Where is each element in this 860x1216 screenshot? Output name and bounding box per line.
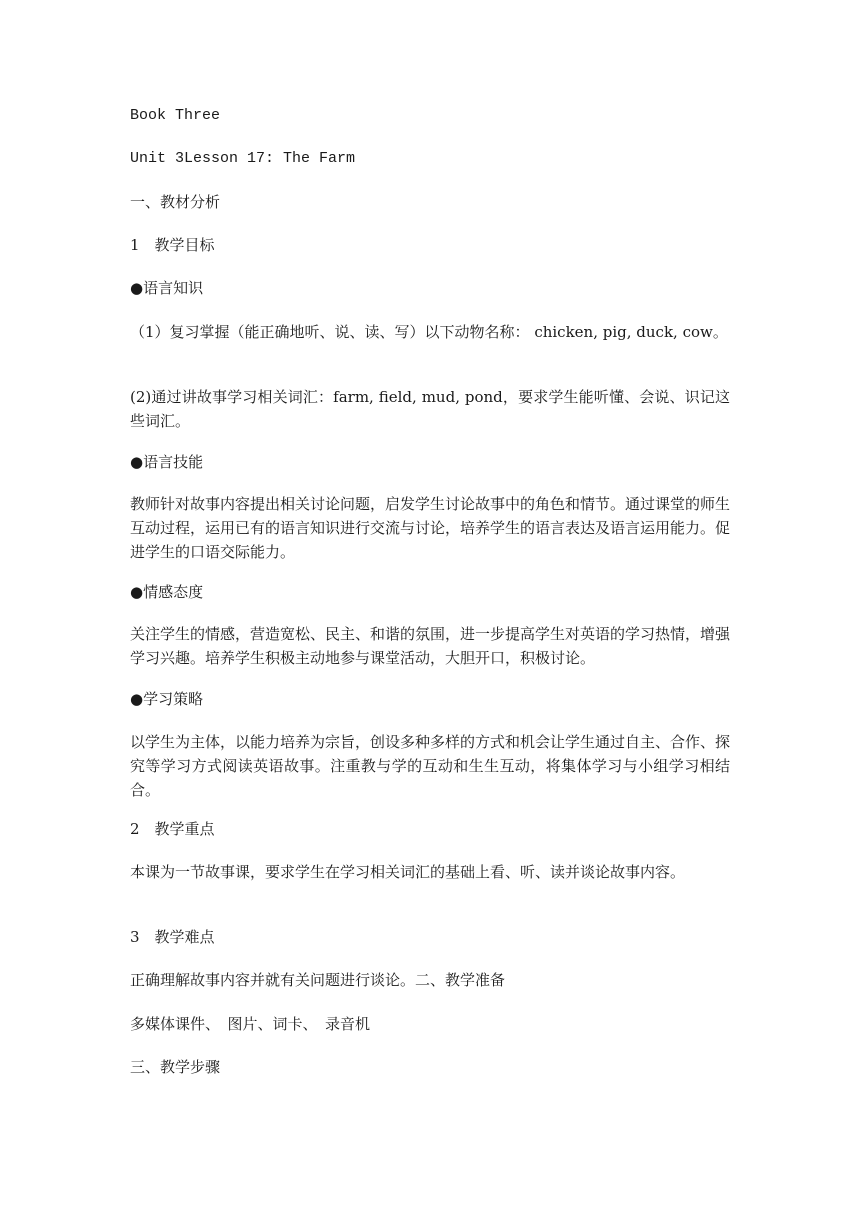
attitude-heading: ●情感态度 — [130, 583, 204, 601]
materials-paragraph: 多媒体课件、 图片、词卡、 录音机 — [130, 1015, 371, 1033]
strategy-heading: ●学习策略 — [130, 690, 204, 708]
skills-heading: ●语言技能 — [130, 453, 204, 471]
subsection3-heading: 3 教学难点 — [130, 928, 215, 946]
difficulty-paragraph: 正确理解故事内容并就有关问题进行谈论。二、教学准备 — [130, 971, 506, 989]
skills-paragraph: 教师针对故事内容提出相关讨论问题，启发学生讨论故事中的角色和情节。通过课堂的师生互动过程，运用已有的语言知识进行交流与讨论，培养学生的语言表达及语言运用能力。促进学生的口语交际能力。 — [130, 495, 731, 561]
book-title: Book Three — [130, 107, 221, 124]
lesson-title: Unit 3Lesson 17: The Farm — [130, 150, 356, 167]
knowledge-heading: ●语言知识 — [130, 279, 204, 297]
section1-heading: 一、教材分析 — [130, 193, 221, 211]
strategy-paragraph: 以学生为主体，以能力培养为宗旨，创设多种多样的方式和机会让学生通过自主、合作、探究等学习方式阅读英语故事。注重教与学的互动和生生互动，将集体学习与小组学习相结合。 — [130, 733, 731, 799]
attitude-paragraph: 关注学生的情感，营造宽松、民主、和谐的氛围，进一步提高学生对英语的学习热情，增强学习兴趣。培养学生积极主动地参与课堂活动，大胆开口，积极讨论。 — [130, 625, 731, 667]
knowledge-item-2: (2)通过讲故事学习相关词汇：farm, field, mud, pond，要求学生能听懂、会说、识记这些词汇。 — [130, 388, 730, 430]
keypoint-paragraph: 本课为一节故事课，要求学生在学习相关词汇的基础上看、听、读并谈论故事内容。 — [130, 863, 686, 881]
subsection1-heading: 1 教学目标 — [130, 236, 215, 254]
knowledge-item-1: （1）复习掌握（能正确地听、说、读、写）以下动物名称： chicken, pig, duck, cow。 — [130, 323, 728, 341]
section3-heading: 三、教学步骤 — [130, 1058, 221, 1076]
subsection2-heading: 2 教学重点 — [130, 820, 215, 838]
